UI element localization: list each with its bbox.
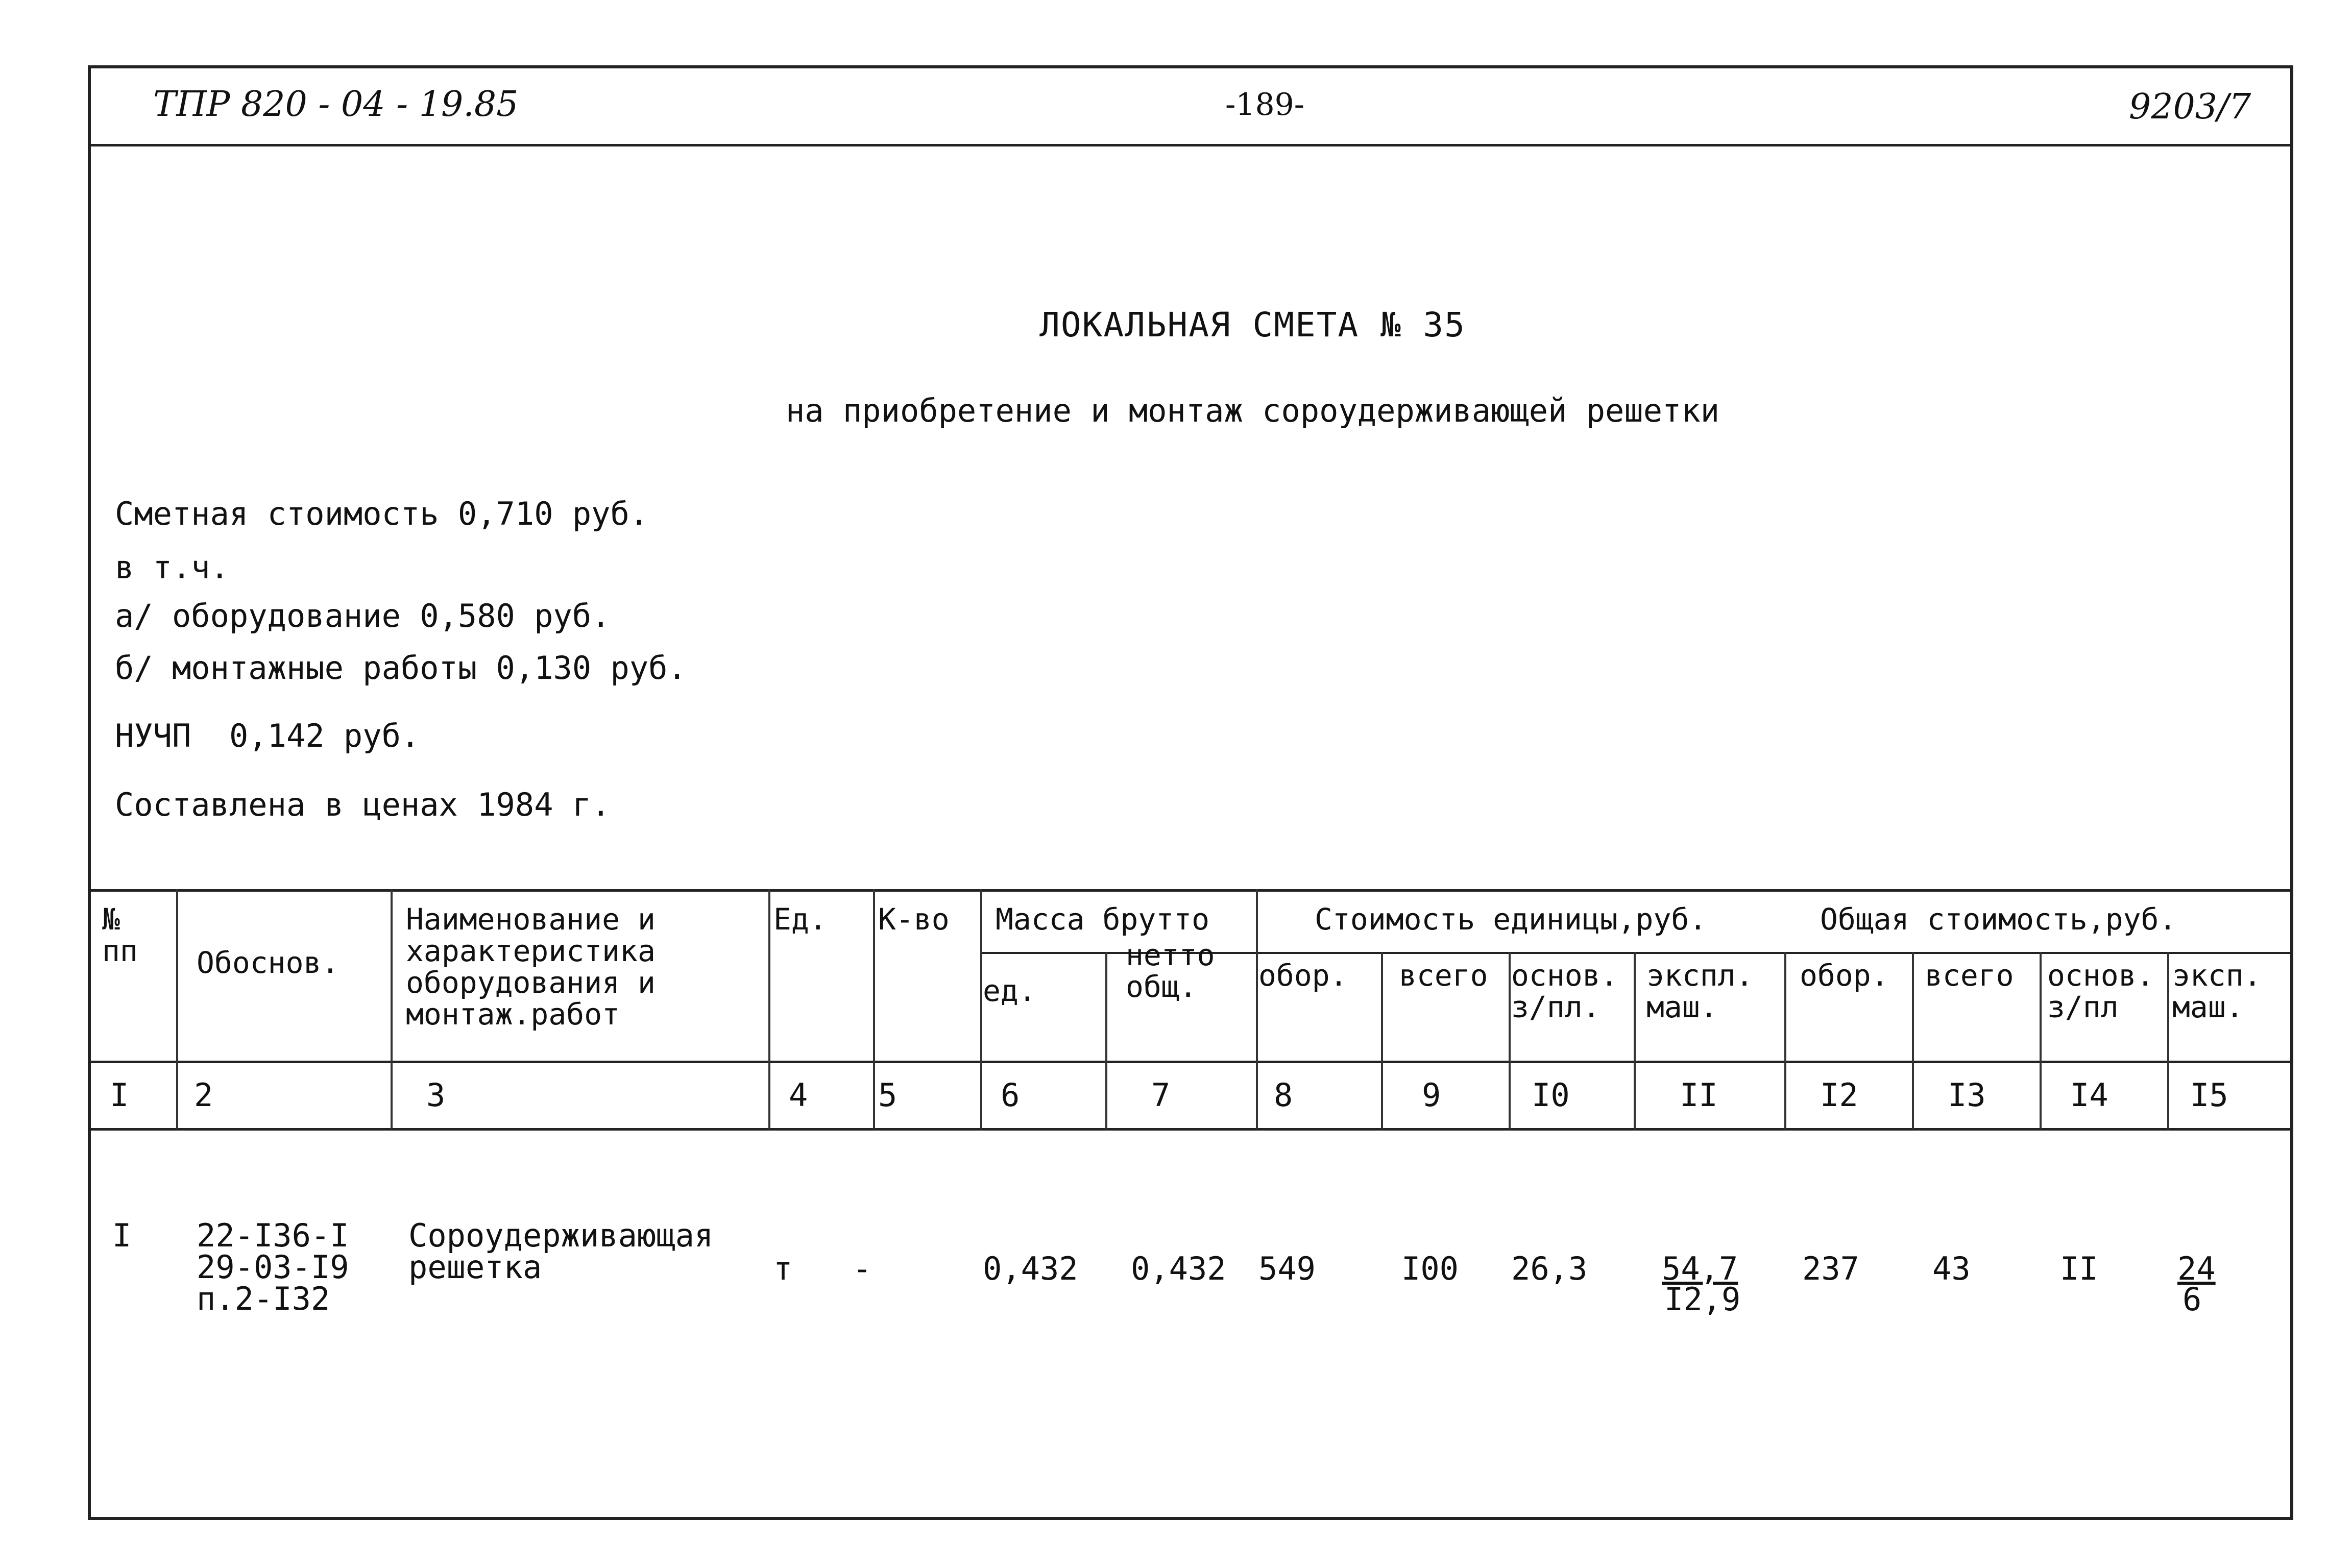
row-tc-base: II [2060, 1250, 2098, 1287]
row-tc-mach: 24 [2177, 1250, 2216, 1287]
colnum-5: 5 [878, 1076, 898, 1114]
colnum-14: I4 [2070, 1076, 2108, 1114]
header-uc-base: основ. з/пл. [1511, 958, 1618, 1024]
col-divider [1256, 889, 1258, 1129]
colnum-10: I0 [1532, 1076, 1570, 1114]
row-mass-total: 0,432 [1131, 1250, 1226, 1287]
table-top-rule [88, 889, 2293, 892]
table-colnum-rule [88, 1128, 2293, 1131]
table-header-rule [88, 1061, 2293, 1063]
document-subtitle: на приобретение и монтаж сороудерживающей решетки [785, 392, 1720, 429]
header-tc-all: всего [1925, 958, 2014, 993]
col-divider [768, 889, 770, 1129]
header-tc-mach: эксп. маш. [2172, 958, 2262, 1024]
colnum-11: II [1680, 1076, 1718, 1114]
colnum-9: 9 [1422, 1076, 1441, 1114]
header-total-cost: Общая стоимость,руб. [1820, 902, 2177, 937]
header-uc-equip: обор. [1258, 958, 1348, 993]
col-divider [1381, 952, 1383, 1129]
header-tc-base: основ. з/пл [2047, 958, 2154, 1024]
colnum-15: I5 [2190, 1076, 2228, 1114]
summary-prices: Составлена в ценах 1984 г. [115, 786, 611, 823]
header-name: Наименование и характеристика оборудования и монтаж.работ [406, 902, 656, 1032]
col-divider [1784, 952, 1786, 1129]
header-qty: К-во [878, 902, 950, 937]
colnum-8: 8 [1274, 1076, 1293, 1114]
col-divider [2167, 952, 2169, 1129]
row-basis: 22-I36-I 29-03-I9 п.2-I32 [197, 1217, 349, 1317]
header-mass-unit: ед. [983, 973, 1036, 1008]
row-tc-mach-sub: 6 [2183, 1281, 2202, 1318]
colnum-13: I3 [1948, 1076, 1986, 1114]
col-divider [1105, 952, 1107, 1129]
header-uc-all: всего [1399, 958, 1488, 993]
row-uc-all: I00 [1401, 1250, 1459, 1287]
summary-equipment: а/ оборудование 0,580 руб. [115, 597, 611, 634]
header-basis: Обоснов. [197, 945, 340, 980]
row-uc-mach-sub: I2,9 [1664, 1281, 1741, 1318]
row-uc-base: 26,3 [1511, 1250, 1588, 1287]
header-unit: Ед. [773, 902, 827, 937]
colnum-12: I2 [1820, 1076, 1858, 1114]
colnum-3: 3 [426, 1076, 446, 1114]
col-divider [391, 889, 393, 1129]
summary-nuchp: НУЧП 0,142 руб. [115, 717, 420, 754]
row-uc-equip: 549 [1258, 1250, 1316, 1287]
summary-including: в т.ч. [115, 549, 229, 586]
row-name: Сороудерживающая решетка [408, 1217, 714, 1286]
header-tc-equip: обор. [1800, 958, 1889, 993]
page-number: -189- [1225, 87, 1305, 122]
col-divider [1509, 952, 1511, 1129]
colnum-6: 6 [1001, 1076, 1020, 1114]
col-divider [1634, 952, 1636, 1129]
col-divider [2040, 952, 2042, 1129]
row-mass-unit: 0,432 [983, 1250, 1078, 1287]
colnum-2: 2 [194, 1076, 213, 1114]
summary-installation: б/ монтажные работы 0,130 руб. [115, 649, 687, 687]
summary-total: Сметная стоимость 0,710 руб. [115, 495, 649, 532]
header-mass: Масса брутто [996, 902, 1210, 937]
document-title: ЛОКАЛЬНАЯ СМЕТА № 35 [1039, 305, 1466, 345]
header-num: № пп [102, 902, 138, 968]
col-divider [980, 889, 982, 1129]
document-code: ТПР 820 - 04 - 19.85 [153, 84, 519, 125]
row-tc-all: 43 [1932, 1250, 1971, 1287]
col-divider [176, 889, 178, 1129]
header-unit-cost: Стоимость единицы,руб. [1315, 902, 1707, 937]
sheet-number: 9203/7 [2129, 87, 2251, 127]
row-uc-mach: 54,7 [1662, 1250, 1738, 1287]
header-divider [88, 144, 2293, 146]
col-divider [873, 889, 875, 1129]
row-qty: - [853, 1250, 872, 1287]
row-tc-equip: 237 [1802, 1250, 1859, 1287]
colnum-1: I [110, 1076, 129, 1114]
row-unit: т [773, 1250, 793, 1287]
header-uc-mach: экспл. маш. [1646, 958, 1754, 1024]
colnum-7: 7 [1151, 1076, 1171, 1114]
row-num: I [112, 1217, 132, 1254]
colnum-4: 4 [789, 1076, 808, 1114]
header-mass-total: нетто общ. [1126, 938, 1215, 1004]
col-divider [1912, 952, 1914, 1129]
